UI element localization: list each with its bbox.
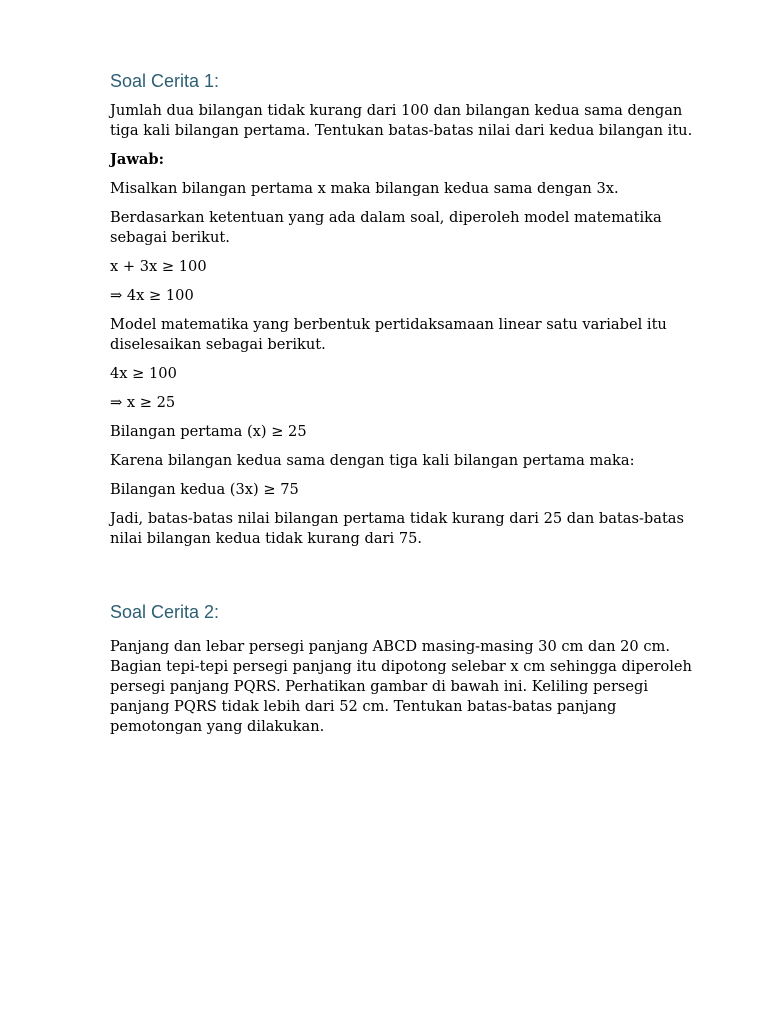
equation-line: 4x ≥ 100 xyxy=(110,365,177,382)
conclusion-line: Jadi, batas-batas nilai bilangan pertama tidak kurang dari 25 dan batas-batas nilai bilangan kedua tidak kurang dari 75. xyxy=(110,510,684,547)
section-title: Soal Cerita 2: xyxy=(110,602,220,622)
document-content xyxy=(110,69,710,746)
section-soal-cerita-1 xyxy=(110,69,710,549)
answer-line: Karena bilangan kedua sama dengan tiga kali bilangan pertama maka: xyxy=(110,452,635,469)
section-title: Soal Cerita 1: xyxy=(110,71,220,91)
answer-line: Bilangan kedua (3x) ≥ 75 xyxy=(110,481,299,498)
answer-line: Berdasarkan ketentuan yang ada dalam soal, diperoleh model matematika sebagai berikut. xyxy=(110,209,662,246)
answer-line: Misalkan bilangan pertama x maka bilangan kedua sama dengan 3x. xyxy=(110,180,619,197)
equation-line: ⇒ x ≥ 25 xyxy=(110,394,176,411)
equation-line: ⇒ 4x ≥ 100 xyxy=(110,287,194,304)
answer-label: Jawab: xyxy=(110,151,164,168)
equation-line: x + 3x ≥ 100 xyxy=(110,258,207,275)
answer-line: Model matematika yang berbentuk pertidaksamaan linear satu variabel itu diselesaikan sebagai berikut. xyxy=(110,316,667,353)
answer-line: Bilangan pertama (x) ≥ 25 xyxy=(110,423,307,440)
problem-statement: Panjang dan lebar persegi panjang ABCD masing-masing 30 cm dan 20 cm. Bagian tepi-tepi persegi panjang itu dipotong selebar x cm sehingga diperoleh persegi panjang PQRS. Perhatikan gambar di bawah ini. Keliling persegi panjang PQRS tidak lebih dari 52 cm. Tentukan batas-batas panjang pemotongan yang dilakukan. xyxy=(110,638,692,735)
problem-statement: Jumlah dua bilangan tidak kurang dari 100 dan bilangan kedua sama dengan tiga kali bilangan pertama. Tentukan batas-batas nilai dari kedua bilangan itu. xyxy=(110,102,693,139)
section-soal-cerita-2 xyxy=(110,600,710,737)
